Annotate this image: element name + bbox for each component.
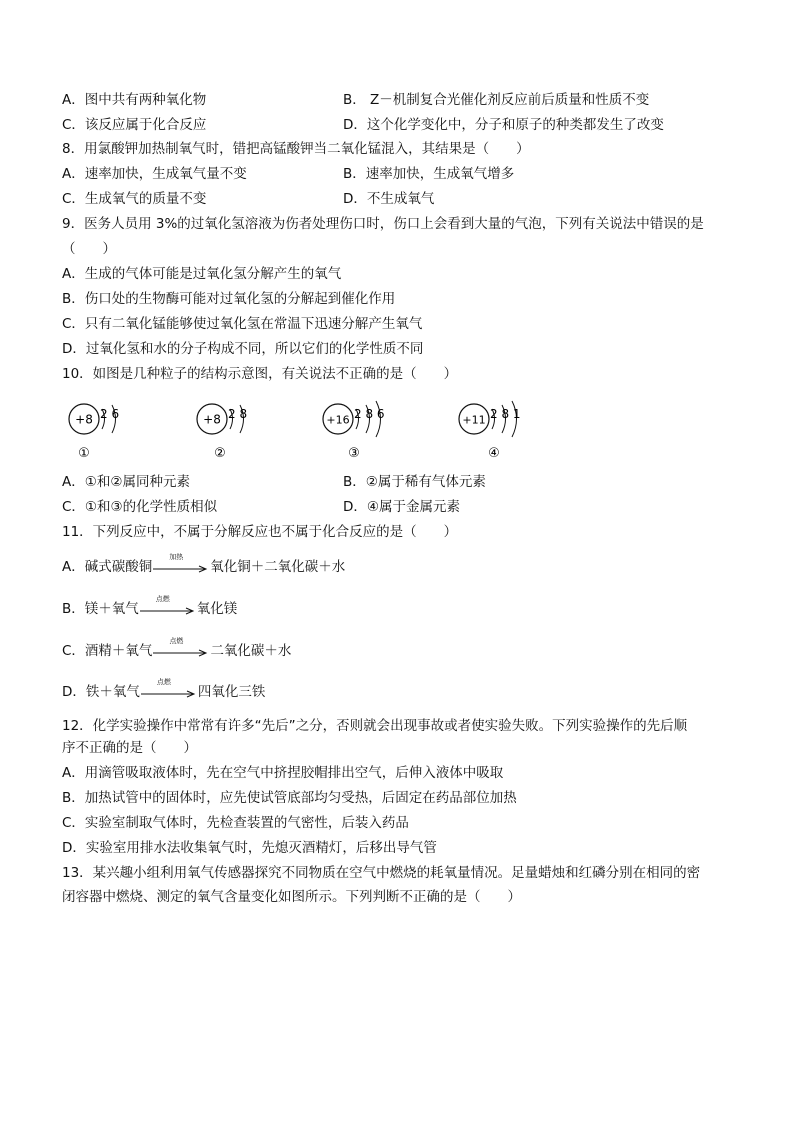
- q11-d-products: 四氧化三铁: [197, 684, 266, 700]
- q11-option-d: [62, 678, 266, 702]
- q13-stem-line1: 13．某兴趣小组利用氧气传感器探究不同物质在空气中燃烧的耗氧量情况。足量蜡烛和红磷分别在相同的密: [62, 865, 701, 881]
- q9-paren: （ ）: [62, 241, 116, 257]
- q10-stem: 10．如图是几种粒子的结构示意图，有关说法不正确的是（ ）: [62, 366, 458, 382]
- q9-option-d: D．过氧化氢和水的分子构成不同，所以它们的化学性质不同: [62, 341, 424, 357]
- particle-2: [197, 404, 247, 461]
- q8-option-b: B．速率加快，生成氧气增多: [343, 166, 515, 182]
- arrow-line: [153, 565, 209, 573]
- reaction-arrow-icon: [140, 595, 196, 616]
- particle-1-label: ①: [78, 446, 90, 461]
- particle-1-electrons: 2 6: [100, 407, 120, 421]
- q11-d-condition: 点燃: [156, 678, 171, 686]
- q11-stem: 11．下列反应中，不属于分解反应也不属于化合反应的是（ ）: [62, 524, 458, 540]
- particle-1: [69, 404, 119, 461]
- particle-3-label: ③: [348, 446, 360, 461]
- arrow-line: [141, 690, 197, 698]
- particle-3-nucleus: +16: [326, 413, 350, 427]
- q11-a-reactants: A．碱式碳酸铜: [62, 559, 153, 575]
- q11-b-condition: 点燃: [155, 595, 170, 603]
- q11-option-a: [62, 553, 346, 577]
- q12-option-d: D．实验室用排水法收集氧气时，先熄灭酒精灯，后移出导气管: [62, 840, 437, 856]
- q8-option-d: D．不生成氧气: [343, 191, 435, 207]
- q12-option-b: B．加热试管中的固体时，应先使试管底部均匀受热，后固定在药品部位加热: [62, 790, 517, 806]
- q11-b-products: 氧化镁: [196, 601, 238, 617]
- q7-option-b: B． Z－机制复合光催化剂反应前后质量和性质不变: [343, 92, 650, 108]
- q11-c-products: 二氧化碳＋水: [210, 643, 292, 659]
- q7-option-c: C．该反应属于化合反应: [62, 117, 207, 133]
- particle-diagrams-svg: [62, 395, 532, 465]
- q8-option-c: C．生成氧气的质量不变: [62, 191, 207, 207]
- particle-structure-diagrams: [62, 395, 532, 465]
- particle-1-nucleus: +8: [75, 412, 93, 427]
- q11-c-condition: 点燃: [169, 637, 184, 645]
- reaction-arrow-icon: [141, 678, 197, 699]
- q11-option-b: [62, 595, 238, 619]
- q7-option-a: A．图中共有两种氧化物: [62, 92, 207, 108]
- arrow-line: [140, 607, 196, 615]
- particle-2-electrons: 2 8: [228, 407, 248, 421]
- particle-2-label: ②: [214, 446, 226, 461]
- particle-3-electrons: 2 8 6: [354, 407, 385, 421]
- particle-4: [459, 401, 521, 461]
- q10-option-b: B．②属于稀有气体元素: [343, 474, 486, 490]
- q11-b-reactants: B．镁＋氧气: [62, 601, 139, 617]
- q9-stem: 9．医务人员用 3%的过氧化氢溶液为伤者处理伤口时，伤口上会看到大量的气泡，下列有关说法中错误的是: [62, 216, 704, 232]
- q12-stem-line1: 12．化学实验操作中常常有许多“先后”之分，否则就会出现事故或者使实验失败。下列实验操作的先后顺: [62, 718, 688, 734]
- arrow-line: [153, 649, 209, 657]
- particle-4-label: ④: [488, 446, 500, 461]
- q12-option-c: C．实验室制取气体时，先检查装置的气密性，后装入药品: [62, 815, 409, 831]
- particle-3: [323, 401, 385, 461]
- q10-option-a: A．①和②属同种元素: [62, 474, 190, 490]
- q8-option-a: A．速率加快，生成氧气量不变: [62, 166, 247, 182]
- q11-d-reactants: D．铁＋氧气: [62, 684, 140, 700]
- q10-option-c: C．①和③的化学性质相似: [62, 499, 218, 515]
- q11-a-condition: 加热: [169, 553, 184, 561]
- q10-option-d: D．④属于金属元素: [343, 499, 460, 515]
- reaction-arrow-icon: [153, 637, 209, 658]
- q9-option-c: C．只有二氧化锰能够使过氧化氢在常温下迅速分解产生氧气: [62, 316, 423, 332]
- particle-2-nucleus: +8: [203, 412, 221, 427]
- reaction-arrow-icon: [153, 553, 209, 574]
- q12-option-a: A．用滴管吸取液体时，先在空气中挤捏胶帽排出空气，后伸入液体中吸取: [62, 765, 504, 781]
- q13-stem-line2: 闭容器中燃烧、测定的氧气含量变化如图所示。下列判断不正确的是（ ）: [62, 889, 521, 905]
- q11-option-c: [62, 637, 292, 661]
- q8-stem: 8．用氯酸钾加热制氧气时，错把高锰酸钾当二氧化锰混入，其结果是（ ）: [62, 141, 530, 157]
- q11-a-products: 氧化铜＋二氧化碳＋水: [210, 559, 346, 575]
- q12-stem-line2: 序不正确的是（ ）: [62, 740, 197, 756]
- particle-4-electrons: 2 8 1: [490, 407, 521, 421]
- q9-option-b: B．伤口处的生物酶可能对过氧化氢的分解起到催化作用: [62, 291, 396, 307]
- q9-option-a: A．生成的气体可能是过氧化氢分解产生的氧气: [62, 266, 342, 282]
- q7-option-d: D．这个化学变化中，分子和原子的种类都发生了改变: [343, 117, 664, 133]
- particle-4-nucleus: +11: [462, 413, 486, 427]
- q11-c-reactants: C．酒精＋氧气: [62, 643, 153, 659]
